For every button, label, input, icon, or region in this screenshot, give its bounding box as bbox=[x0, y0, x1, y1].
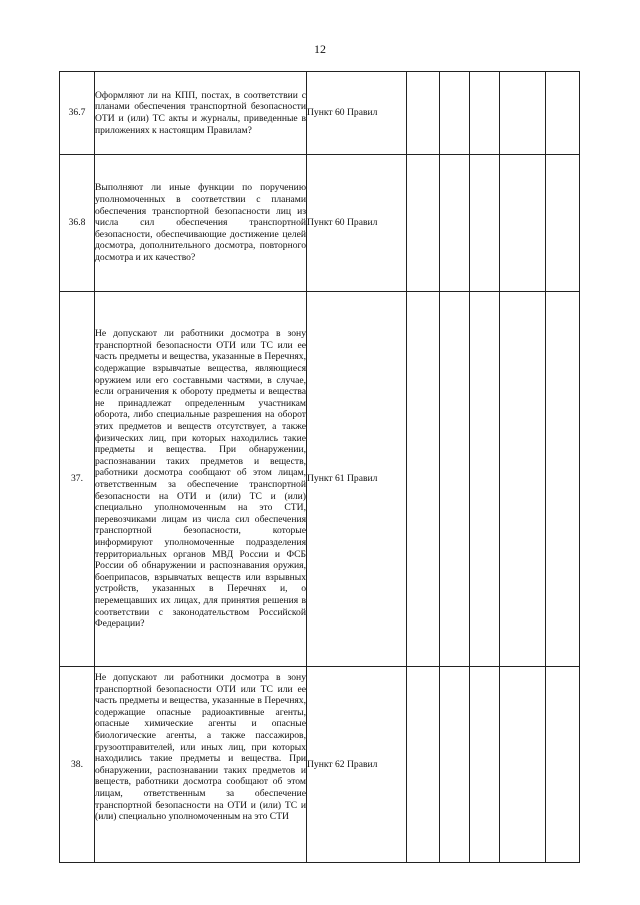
page-number: 12 bbox=[314, 42, 326, 56]
notes-cell bbox=[546, 667, 580, 863]
requirement-text: Не допускают ли работники досмотра в зону транспортной безопасности ОТИ или ТС или ее часть предметы и вещества, указанные в Перечнях, содержащие взрывчатые вещества, являющиеся оружием или его составными частями, в случае, если ограничения к обороту предметы и вещества не принадлежат определенным участникам оборота, либо специальные разрешения на оборот этих предметов и веществ отсутствует, а также физических лиц, при которых находились такие предметы и вещества. При обнаружении, распознавании таких предметов и веществ, работники досмотра сообщают об этом лицам, ответственным за обеспечение транспортной безопасности на ОТИ и (или) ТС и (или) специально уполномоченным на это СТИ, перевозчиками лицам из числа сил обеспечения транспортной безопасности, которые информируют уполномоченные подразделения территориальных органов МВД России и ФСБ России об обнаружении и распознавания оружия, боеприпасов, взрывчатых веществ или взрывных устройств, указанных в Перечнях и, о перемещавших их лицах, для принятия решения в соответствии с законодательством Российской Федерации? bbox=[95, 292, 307, 667]
answer-cell bbox=[407, 292, 440, 667]
answer-cell bbox=[500, 72, 546, 155]
answer-cell bbox=[407, 72, 440, 155]
row-number: 38. bbox=[60, 667, 95, 863]
notes-cell bbox=[546, 155, 580, 292]
table-row bbox=[60, 72, 580, 155]
table-row bbox=[60, 667, 580, 863]
answer-cell bbox=[470, 292, 500, 667]
answer-cell bbox=[440, 155, 470, 292]
requirement-text: Выполняют ли иные функции по поручению уполномоченных в соответствии с планами обеспечения транспортной безопасности лиц из числа сил обеспечения транспортной безопасности, обеспечивающие достижение целей досмотра, дополнительного досмотра, повторного досмотра и их качество? bbox=[95, 155, 307, 292]
answer-cell bbox=[407, 155, 440, 292]
row-number: 36.8 bbox=[60, 155, 95, 292]
answer-cell bbox=[440, 72, 470, 155]
requirement-text: Оформляют ли на КПП, постах, в соответствии с планами обеспечения транспортной безопасности ОТИ и (или) ТС акты и журналы, приведенные в приложениях к настоящим Правилам? bbox=[95, 72, 307, 155]
row-number: 37. bbox=[60, 292, 95, 667]
answer-cell bbox=[440, 667, 470, 863]
answer-cell bbox=[500, 667, 546, 863]
table-row bbox=[60, 292, 580, 667]
answer-cell bbox=[500, 155, 546, 292]
answer-cell bbox=[470, 667, 500, 863]
answer-cell bbox=[470, 72, 500, 155]
checklist-table bbox=[59, 71, 580, 863]
legal-reference: Пункт 62 Правил bbox=[307, 667, 407, 863]
answer-cell bbox=[470, 155, 500, 292]
answer-cell bbox=[407, 667, 440, 863]
legal-reference: Пункт 61 Правил bbox=[307, 292, 407, 667]
notes-cell bbox=[546, 72, 580, 155]
notes-cell bbox=[546, 292, 580, 667]
answer-cell bbox=[500, 292, 546, 667]
answer-cell bbox=[440, 292, 470, 667]
legal-reference: Пункт 60 Правил bbox=[307, 72, 407, 155]
requirement-text: Не допускают ли работники досмотра в зону транспортной безопасности ОТИ или ТС или ее часть предметы и вещества, указанные в Перечнях, содержащие опасные радиоактивные агенты, опасные химические агенты и опасные биологические агенты, а также пассажиров, грузоотправителей, или иных лиц, при которых находились такие предметы и вещества. При обнаружении, распознавании таких предметов и веществ, работники досмотра сообщают об этом лицам, ответственным за обеспечение транспортной безопасности на ОТИ и (или) ТС и (или) специально уполномоченным на это СТИ bbox=[95, 672, 306, 823]
requirement-text-cell bbox=[95, 667, 307, 863]
legal-reference: Пункт 60 Правил bbox=[307, 155, 407, 292]
table-row bbox=[60, 155, 580, 292]
row-number: 36.7 bbox=[60, 72, 95, 155]
